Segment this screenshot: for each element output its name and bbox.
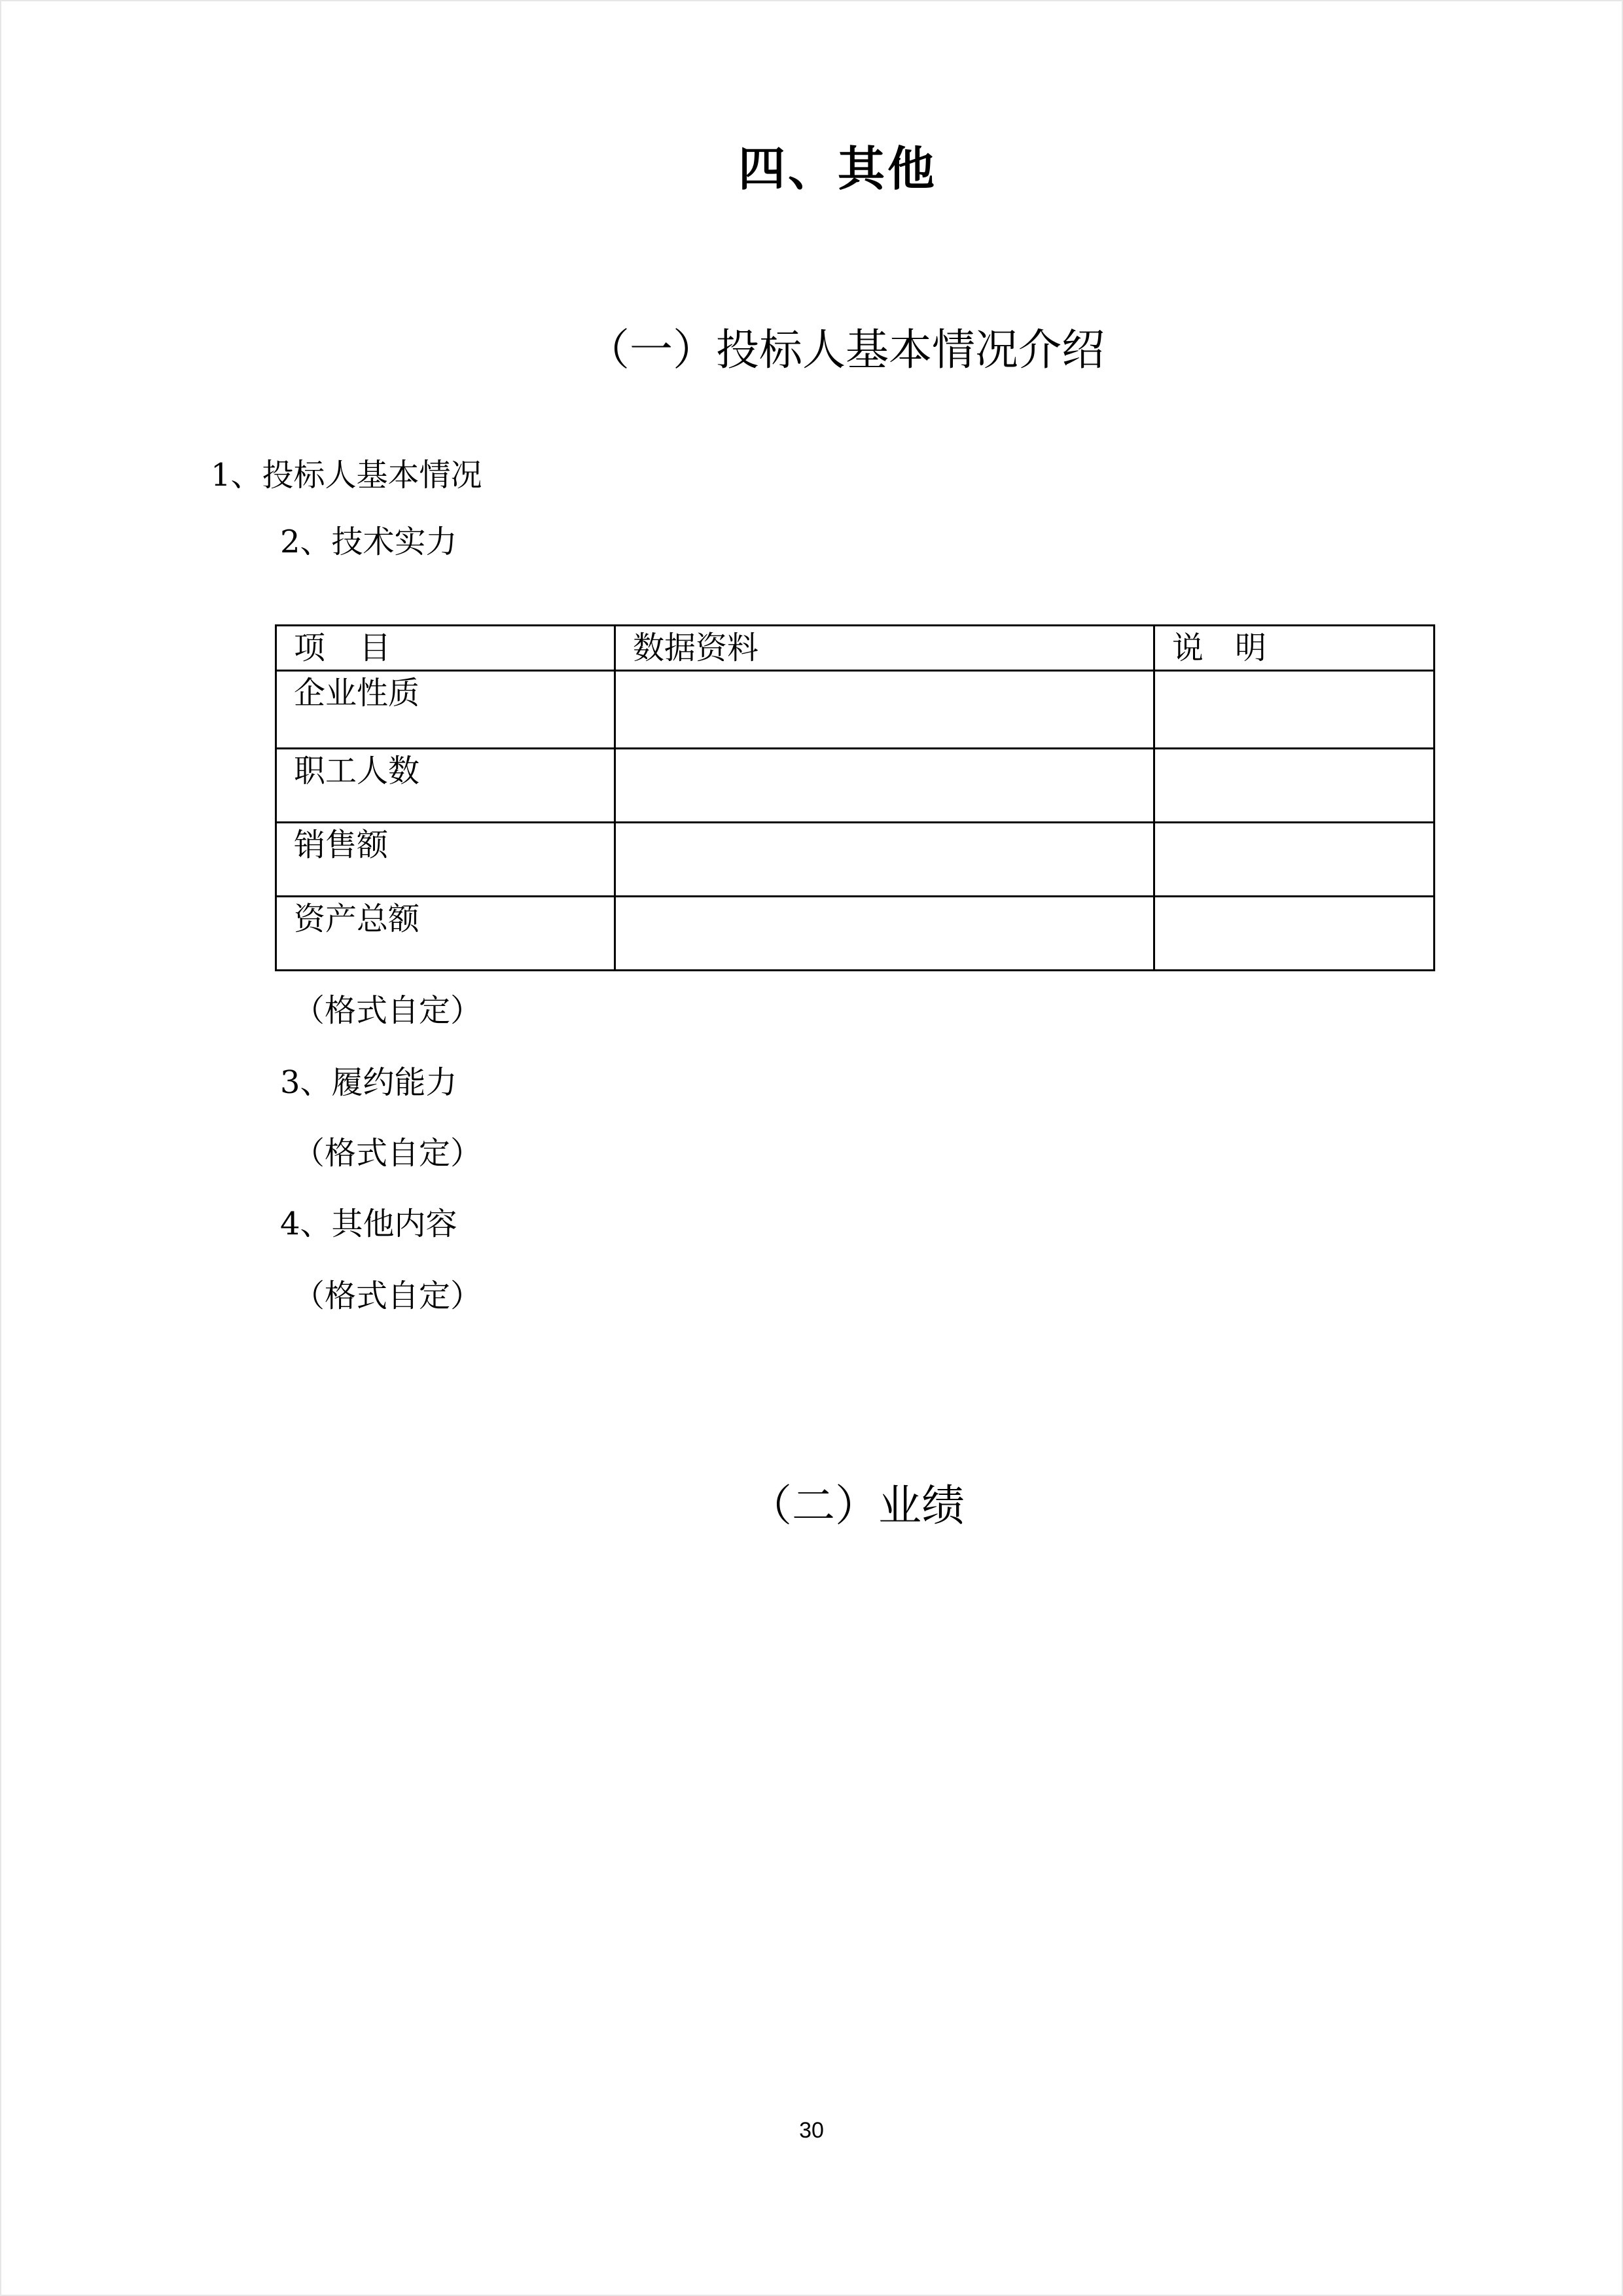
bidder-info-table: [275, 624, 1435, 971]
item-basic-info: 1、投标人基本情况: [211, 457, 482, 493]
table-header-cell: 项 目: [276, 626, 615, 671]
table-cell: [1154, 671, 1435, 749]
table-cell: [1154, 897, 1435, 971]
table-row: [276, 823, 1435, 897]
chapter-title: 四、其他: [738, 141, 937, 196]
section-title-performance: （二）业绩: [749, 1480, 965, 1531]
table-cell: [615, 671, 1154, 749]
table-row: [276, 671, 1435, 749]
table-cell: 企业性质: [276, 671, 615, 749]
format-note: （格式自定）: [293, 992, 482, 1029]
table-cell: [1154, 823, 1435, 897]
item-other-content: 4、其他内容: [280, 1206, 457, 1242]
table-row: [276, 749, 1435, 823]
item-performance-ability: 3、履约能力: [280, 1064, 457, 1101]
table-cell: 职工人数: [276, 749, 615, 823]
table-cell: [615, 823, 1154, 897]
table-row: [276, 897, 1435, 971]
table-header-cell: 说 明: [1154, 626, 1435, 671]
section-title-bidder-intro: （一）投标人基本情况介绍: [586, 325, 1105, 375]
table-cell: [615, 749, 1154, 823]
page-number: 30: [799, 2118, 824, 2143]
item-technical-strength: 2、技术实力: [280, 524, 457, 560]
table-header-row: [276, 626, 1435, 671]
table-cell: [1154, 749, 1435, 823]
format-note: （格式自定）: [293, 1135, 482, 1172]
table-cell: [615, 897, 1154, 971]
table-cell: 销售额: [276, 823, 615, 897]
table-cell: 资产总额: [276, 897, 615, 971]
table-header-cell: 数据资料: [615, 626, 1154, 671]
format-note: （格式自定）: [293, 1278, 482, 1314]
